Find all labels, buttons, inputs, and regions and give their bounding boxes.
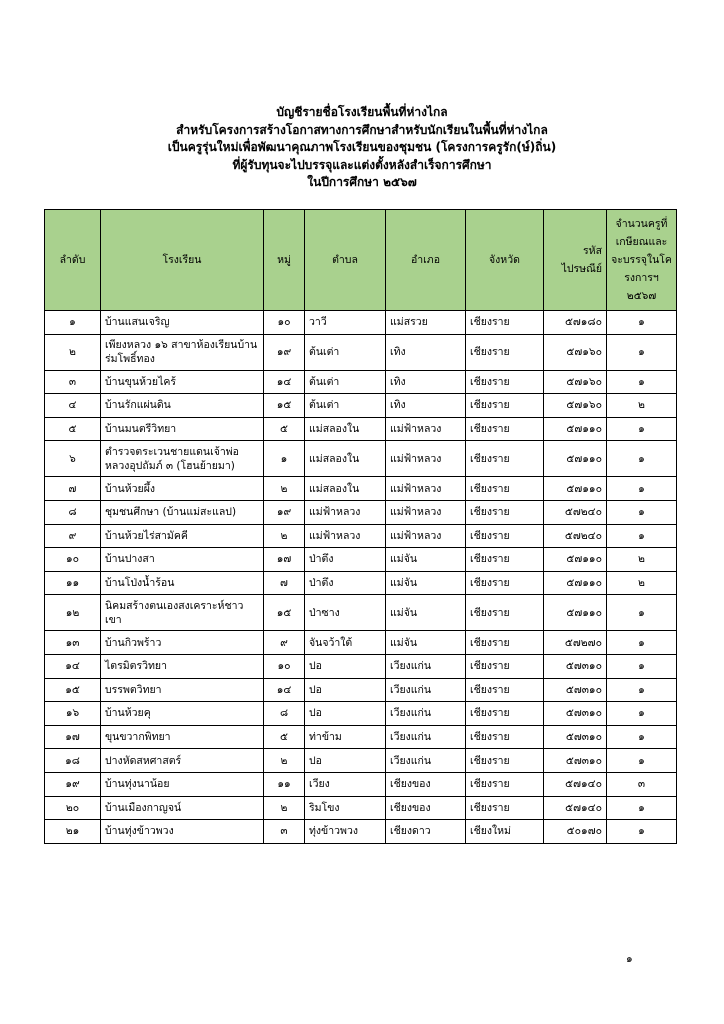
cell-moo: ๑ xyxy=(264,441,305,477)
cell-postcode: ๕๗๒๔๐ xyxy=(544,524,607,548)
col-header-postcode: รหัสไปรษณีย์ xyxy=(544,210,607,311)
cell-order: ๖ xyxy=(45,441,101,477)
cell-amphoe: แม่จัน xyxy=(386,595,466,631)
heading-title: บัญชีรายชื่อโรงเรียนพื้นที่ห่างไกล xyxy=(276,105,448,119)
cell-postcode: ๕๗๑๑๐ xyxy=(544,595,607,631)
cell-tambon: ท่าข้าม xyxy=(305,725,386,749)
cell-teachers: ๑ xyxy=(607,595,677,631)
cell-moo: ๕ xyxy=(264,725,305,749)
cell-school: บ้านทุ่งข้าวพวง xyxy=(101,820,264,844)
cell-amphoe: เทิง xyxy=(386,334,466,370)
cell-teachers: ๒ xyxy=(607,394,677,418)
table-row xyxy=(45,654,677,678)
cell-teachers: ๑ xyxy=(607,702,677,726)
cell-teachers: ๑ xyxy=(607,749,677,773)
cell-order: ๓ xyxy=(45,370,101,394)
cell-amphoe: แม่จัน xyxy=(386,548,466,572)
cell-moo: ๑๔ xyxy=(264,678,305,702)
table-row xyxy=(45,370,677,394)
heading-subtitle-1: สำหรับโครงการสร้างโอกาสทางการศึกษาสำหรับนักเรียนในพื้นที่ห่างไกล xyxy=(176,122,548,137)
cell-tambon: จันจว้าใต้ xyxy=(305,631,386,655)
cell-order: ๒๑ xyxy=(45,820,101,844)
table-row xyxy=(45,548,677,572)
cell-postcode: ๕๗๑๔๐ xyxy=(544,796,607,820)
cell-teachers: ๑ xyxy=(607,796,677,820)
table-row xyxy=(45,334,677,370)
cell-school: บ้านห้วยไร่สามัคคี xyxy=(101,524,264,548)
cell-amphoe: แม่ฟ้าหลวง xyxy=(386,441,466,477)
cell-province: เชียงราย xyxy=(466,595,544,631)
school-list-table xyxy=(44,209,677,844)
cell-school: บรรพตวิทยา xyxy=(101,678,264,702)
cell-province: เชียงราย xyxy=(466,370,544,394)
cell-postcode: ๕๗๑๔๐ xyxy=(544,772,607,796)
cell-order: ๑๘ xyxy=(45,749,101,773)
cell-province: เชียงราย xyxy=(466,772,544,796)
cell-school: บ้านกิวพร้าว xyxy=(101,631,264,655)
cell-teachers: ๑ xyxy=(607,417,677,441)
cell-province: เชียงราย xyxy=(466,417,544,441)
cell-order: ๑๓ xyxy=(45,631,101,655)
cell-amphoe: เทิง xyxy=(386,394,466,418)
cell-postcode: ๕๗๑๑๐ xyxy=(544,417,607,441)
cell-tambon: แม่สลองใน xyxy=(305,417,386,441)
cell-amphoe: เวียงแก่น xyxy=(386,749,466,773)
table-row xyxy=(45,595,677,631)
cell-amphoe: เวียงแก่น xyxy=(386,654,466,678)
cell-moo: ๑๑ xyxy=(264,772,305,796)
table-row xyxy=(45,500,677,524)
cell-order: ๑๙ xyxy=(45,772,101,796)
cell-moo: ๑๗ xyxy=(264,548,305,572)
cell-school: ขุนขวากพิทยา xyxy=(101,725,264,749)
cell-teachers: ๓ xyxy=(607,772,677,796)
table-row xyxy=(45,749,677,773)
cell-order: ๑๐ xyxy=(45,548,101,572)
heading-academic-year: ในปีการศึกษา ๒๕๖๗ xyxy=(307,175,417,189)
cell-postcode: ๕๗๑๑๐ xyxy=(544,441,607,477)
cell-school: บ้านแสนเจริญ xyxy=(101,311,264,335)
heading-subtitle-3: ที่ผู้รับทุนจะไปบรรจุและแต่งตั้งหลังสำเร็จการศึกษา xyxy=(232,157,492,172)
cell-school: นิคมสร้างตนเองสงเคราะห์ชาวเขา xyxy=(101,595,264,631)
cell-order: ๒๐ xyxy=(45,796,101,820)
table-body xyxy=(45,311,677,844)
cell-order: ๘ xyxy=(45,500,101,524)
cell-province: เชียงราย xyxy=(466,571,544,595)
cell-order: ๕ xyxy=(45,417,101,441)
cell-moo: ๑๙ xyxy=(264,500,305,524)
cell-province: เชียงราย xyxy=(466,524,544,548)
cell-province: เชียงราย xyxy=(466,702,544,726)
cell-teachers: ๑ xyxy=(607,441,677,477)
cell-school: บ้านห้วยผึ้ง xyxy=(101,477,264,501)
cell-teachers: ๑ xyxy=(607,477,677,501)
cell-tambon: ต้นเต่า xyxy=(305,394,386,418)
cell-moo: ๑๙ xyxy=(264,334,305,370)
col-header-moo: หมู่ xyxy=(264,210,305,311)
cell-teachers: ๑ xyxy=(607,500,677,524)
cell-amphoe: เชียงของ xyxy=(386,772,466,796)
cell-province: เชียงราย xyxy=(466,749,544,773)
cell-moo: ๒ xyxy=(264,796,305,820)
table-row xyxy=(45,441,677,477)
cell-postcode: ๕๗๓๑๐ xyxy=(544,678,607,702)
cell-tambon: แม่สลองใน xyxy=(305,477,386,501)
table-row xyxy=(45,417,677,441)
cell-moo: ๑๕ xyxy=(264,394,305,418)
cell-province: เชียงราย xyxy=(466,394,544,418)
document-heading xyxy=(0,104,724,192)
cell-postcode: ๕๐๑๗๐ xyxy=(544,820,607,844)
cell-amphoe: แม่ฟ้าหลวง xyxy=(386,524,466,548)
cell-school: ปางหัดสหศาสตร์ xyxy=(101,749,264,773)
cell-postcode: ๕๗๑๘๐ xyxy=(544,311,607,335)
col-header-province: จังหวัด xyxy=(466,210,544,311)
cell-postcode: ๕๗๑๖๐ xyxy=(544,370,607,394)
cell-order: ๙ xyxy=(45,524,101,548)
cell-school: ตำรวจตระเวนชายแดนเจ้าพ่อหลวงอุปถัมภ์ ๓ (โฮนย้ายมา) xyxy=(101,441,264,477)
cell-school: บ้านขุนห้วยไคร้ xyxy=(101,370,264,394)
cell-postcode: ๕๗๓๑๐ xyxy=(544,702,607,726)
cell-order: ๑๑ xyxy=(45,571,101,595)
table-row xyxy=(45,477,677,501)
cell-school: ไตรมิตรวิทยา xyxy=(101,654,264,678)
cell-teachers: ๑ xyxy=(607,334,677,370)
cell-province: เชียงราย xyxy=(466,311,544,335)
cell-amphoe: เชียงดาว xyxy=(386,820,466,844)
cell-province: เชียงราย xyxy=(466,678,544,702)
cell-school: บ้านโป่งน้ำร้อน xyxy=(101,571,264,595)
cell-province: เชียงราย xyxy=(466,441,544,477)
cell-amphoe: เทิง xyxy=(386,370,466,394)
cell-province: เชียงราย xyxy=(466,654,544,678)
cell-moo: ๕ xyxy=(264,417,305,441)
table-row xyxy=(45,524,677,548)
cell-moo: ๘ xyxy=(264,702,305,726)
cell-amphoe: แม่ฟ้าหลวง xyxy=(386,500,466,524)
cell-tambon: ป่าตึง xyxy=(305,571,386,595)
heading-subtitle-2: เป็นครูรุ่นใหม่เพื่อพัฒนาคุณภาพโรงเรียนของชุมชน (โครงการครูรัก(ษ์)ถิ่น) xyxy=(167,140,557,154)
table-row xyxy=(45,702,677,726)
cell-tambon: ปอ xyxy=(305,678,386,702)
cell-moo: ๒ xyxy=(264,477,305,501)
cell-teachers: ๒ xyxy=(607,548,677,572)
cell-tambon: ปอ xyxy=(305,654,386,678)
table-row xyxy=(45,772,677,796)
cell-province: เชียงราย xyxy=(466,631,544,655)
cell-school: บ้านเมืองกาญจน์ xyxy=(101,796,264,820)
col-header-tambon: ตำบล xyxy=(305,210,386,311)
table-row xyxy=(45,394,677,418)
table-row xyxy=(45,571,677,595)
table-header xyxy=(45,210,677,311)
col-header-order: ลำดับ xyxy=(45,210,101,311)
cell-teachers: ๑ xyxy=(607,370,677,394)
cell-moo: ๓ xyxy=(264,820,305,844)
cell-tambon: ต้นเต่า xyxy=(305,370,386,394)
cell-moo: ๑๐ xyxy=(264,654,305,678)
cell-postcode: ๕๗๒๗๐ xyxy=(544,631,607,655)
cell-teachers: ๑ xyxy=(607,311,677,335)
col-header-school: โรงเรียน xyxy=(101,210,264,311)
cell-postcode: ๕๗๑๑๐ xyxy=(544,548,607,572)
cell-province: เชียงใหม่ xyxy=(466,820,544,844)
cell-tambon: ปอ xyxy=(305,749,386,773)
cell-amphoe: แม่จัน xyxy=(386,631,466,655)
cell-amphoe: เชียงของ xyxy=(386,796,466,820)
cell-postcode: ๕๗๑๑๐ xyxy=(544,571,607,595)
cell-province: เชียงราย xyxy=(466,548,544,572)
cell-amphoe: แม่สรวย xyxy=(386,311,466,335)
cell-moo: ๑๔ xyxy=(264,370,305,394)
cell-school: บ้านปางสา xyxy=(101,548,264,572)
cell-moo: ๑๕ xyxy=(264,595,305,631)
cell-school: บ้านทุ่งนาน้อย xyxy=(101,772,264,796)
header-row xyxy=(45,210,677,311)
cell-postcode: ๕๗๑๖๐ xyxy=(544,394,607,418)
cell-tambon: ทุ่งข้าวพวง xyxy=(305,820,386,844)
table-row xyxy=(45,796,677,820)
cell-tambon: ต้นเต่า xyxy=(305,334,386,370)
cell-tambon: ริมโขง xyxy=(305,796,386,820)
col-header-teachers: จำนวนครูที่เกษียณและจะบรรจุในโครงการฯ ๒๕๖๗ xyxy=(607,210,677,311)
cell-amphoe: เวียงแก่น xyxy=(386,725,466,749)
cell-teachers: ๑ xyxy=(607,678,677,702)
cell-tambon: แม่ฟ้าหลวง xyxy=(305,500,386,524)
cell-teachers: ๑ xyxy=(607,524,677,548)
cell-amphoe: แม่ฟ้าหลวง xyxy=(386,417,466,441)
cell-order: ๔ xyxy=(45,394,101,418)
cell-province: เชียงราย xyxy=(466,796,544,820)
cell-postcode: ๕๗๑๖๐ xyxy=(544,334,607,370)
cell-postcode: ๕๗๑๑๐ xyxy=(544,477,607,501)
cell-moo: ๒ xyxy=(264,749,305,773)
cell-order: ๗ xyxy=(45,477,101,501)
cell-tambon: ป่าตึง xyxy=(305,548,386,572)
cell-postcode: ๕๗๒๔๐ xyxy=(544,500,607,524)
cell-school: ชุมชนศึกษา (บ้านแม่สะแลป) xyxy=(101,500,264,524)
cell-teachers: ๒ xyxy=(607,571,677,595)
cell-teachers: ๑ xyxy=(607,631,677,655)
cell-amphoe: แม่จัน xyxy=(386,571,466,595)
cell-teachers: ๑ xyxy=(607,654,677,678)
cell-order: ๑๖ xyxy=(45,702,101,726)
cell-moo: ๗ xyxy=(264,571,305,595)
table-row xyxy=(45,678,677,702)
cell-teachers: ๑ xyxy=(607,725,677,749)
page-number: ๑ xyxy=(626,953,633,965)
cell-school: บ้านห้วยคุ xyxy=(101,702,264,726)
cell-province: เชียงราย xyxy=(466,725,544,749)
cell-postcode: ๕๗๓๑๐ xyxy=(544,749,607,773)
cell-school: บ้านรักแผ่นดิน xyxy=(101,394,264,418)
cell-amphoe: แม่ฟ้าหลวง xyxy=(386,477,466,501)
table-row xyxy=(45,311,677,335)
cell-amphoe: เวียงแก่น xyxy=(386,702,466,726)
cell-order: ๑ xyxy=(45,311,101,335)
cell-province: เชียงราย xyxy=(466,477,544,501)
cell-order: ๒ xyxy=(45,334,101,370)
cell-province: เชียงราย xyxy=(466,334,544,370)
col-header-amphoe: อำเภอ xyxy=(386,210,466,311)
cell-moo: ๑๐ xyxy=(264,311,305,335)
cell-order: ๑๒ xyxy=(45,595,101,631)
table-row xyxy=(45,820,677,844)
cell-postcode: ๕๗๓๑๐ xyxy=(544,725,607,749)
cell-postcode: ๕๗๓๑๐ xyxy=(544,654,607,678)
cell-school: บ้านมนตรีวิทยา xyxy=(101,417,264,441)
table-row xyxy=(45,725,677,749)
cell-order: ๑๔ xyxy=(45,654,101,678)
cell-tambon: ปอ xyxy=(305,702,386,726)
cell-tambon: ป่าซาง xyxy=(305,595,386,631)
cell-order: ๑๗ xyxy=(45,725,101,749)
cell-moo: ๒ xyxy=(264,524,305,548)
cell-moo: ๙ xyxy=(264,631,305,655)
cell-teachers: ๑ xyxy=(607,820,677,844)
cell-order: ๑๕ xyxy=(45,678,101,702)
cell-tambon: แม่ฟ้าหลวง xyxy=(305,524,386,548)
cell-tambon: เวียง xyxy=(305,772,386,796)
table-row xyxy=(45,631,677,655)
cell-tambon: วาวี xyxy=(305,311,386,335)
cell-province: เชียงราย xyxy=(466,500,544,524)
cell-school: เพียงหลวง ๑๖ สาขาห้องเรียนบ้านร่มโพธิ์ทอง xyxy=(101,334,264,370)
cell-tambon: แม่สลองใน xyxy=(305,441,386,477)
cell-amphoe: เวียงแก่น xyxy=(386,678,466,702)
